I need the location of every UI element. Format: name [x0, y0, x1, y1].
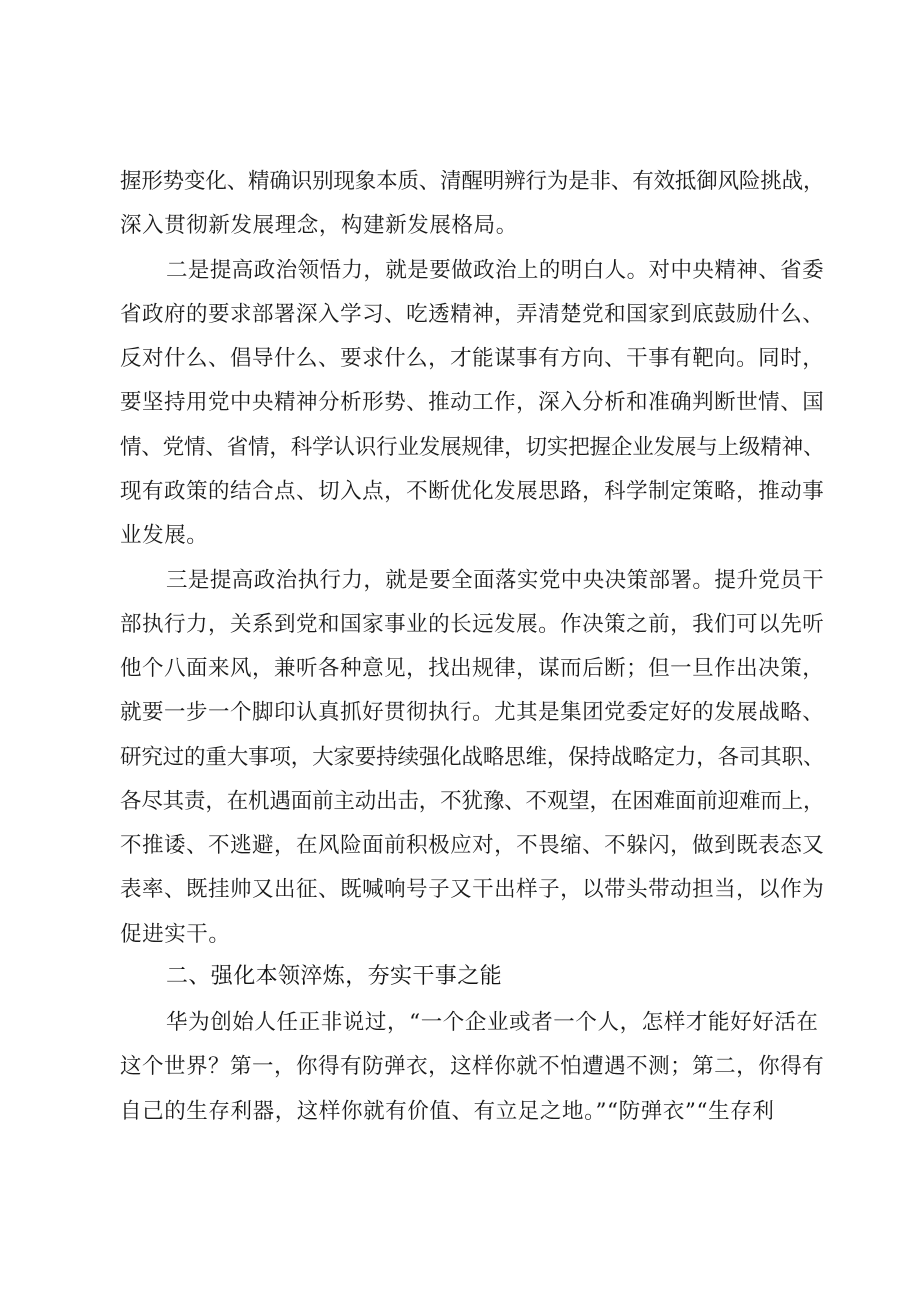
text-line: 部执行力，关系到党和国家事业的长远发展。作决策之前，我们可以先听: [120, 612, 825, 637]
text-line: 不推诿、不逃避，在风险面前积极应对，不畏缩、不躲闪，做到既表态又: [120, 833, 825, 858]
text-line: 深入贯彻新发展理念，构建新发展格局。: [120, 213, 518, 238]
text-line: 省政府的要求部署深入学习、吃透精神，弄清楚党和国家到底鼓励什么、: [120, 302, 825, 327]
section-heading: 二、强化本领淬炼，夯实干事之能: [166, 964, 503, 989]
text-line: 这个世界？第一，你得有防弹衣，这样你就不怕遭遇不测；第二，你得有: [120, 1054, 825, 1079]
text-line: 情、党情、省情，科学认识行业发展规律，切实把握企业发展与上级精神、: [120, 435, 825, 460]
text-line: 反对什么、倡导什么、要求什么，才能谋事有方向、干事有靶向。同时，: [120, 346, 825, 371]
text-line: 现有政策的结合点、切入点，不断优化发展思路，科学制定策略，推动事: [120, 479, 825, 504]
paragraph-first-line: 二是提高政治领悟力，就是要做政治上的明白人。对中央精神、省委: [166, 258, 825, 283]
text-line: 促进实干。: [120, 922, 231, 947]
text-line: 各尽其责，在机遇面前主动出击，不犹豫、不观望，在困难面前迎难而上，: [120, 789, 825, 814]
text-line: 研究过的重大事项，大家要持续强化战略思维，保持战略定力，各司其职、: [120, 745, 825, 770]
text-line: 自己的生存利器，这样你就有价值、有立足之地。”“防弹衣”“生存利: [120, 1099, 775, 1124]
text-line: 就要一步一个脚印认真抓好贯彻执行。尤其是集团党委定好的发展战略、: [120, 700, 825, 725]
text-line: 他个八面来风，兼听各种意见，找出规律，谋而后断；但一旦作出决策，: [120, 656, 825, 681]
text-line: 业发展。: [120, 523, 209, 548]
paragraph-first-line: 三是提高政治执行力，就是要全面落实党中央决策部署。提升党员干: [166, 568, 825, 593]
paragraph-first-line: 华为创始人任正非说过，“一个企业或者一个人，怎样才能好好活在: [166, 1010, 819, 1035]
text-line: 握形势变化、精确识别现象本质、清醒明辨行为是非、有效抵御风险挑战，: [120, 169, 825, 194]
text-line: 表率、既挂帅又出征、既喊响号子又干出样子，以带头带动担当，以作为: [120, 877, 825, 902]
text-line: 要坚持用党中央精神分析形势、推动工作，深入分析和准确判断世情、国: [120, 390, 825, 415]
